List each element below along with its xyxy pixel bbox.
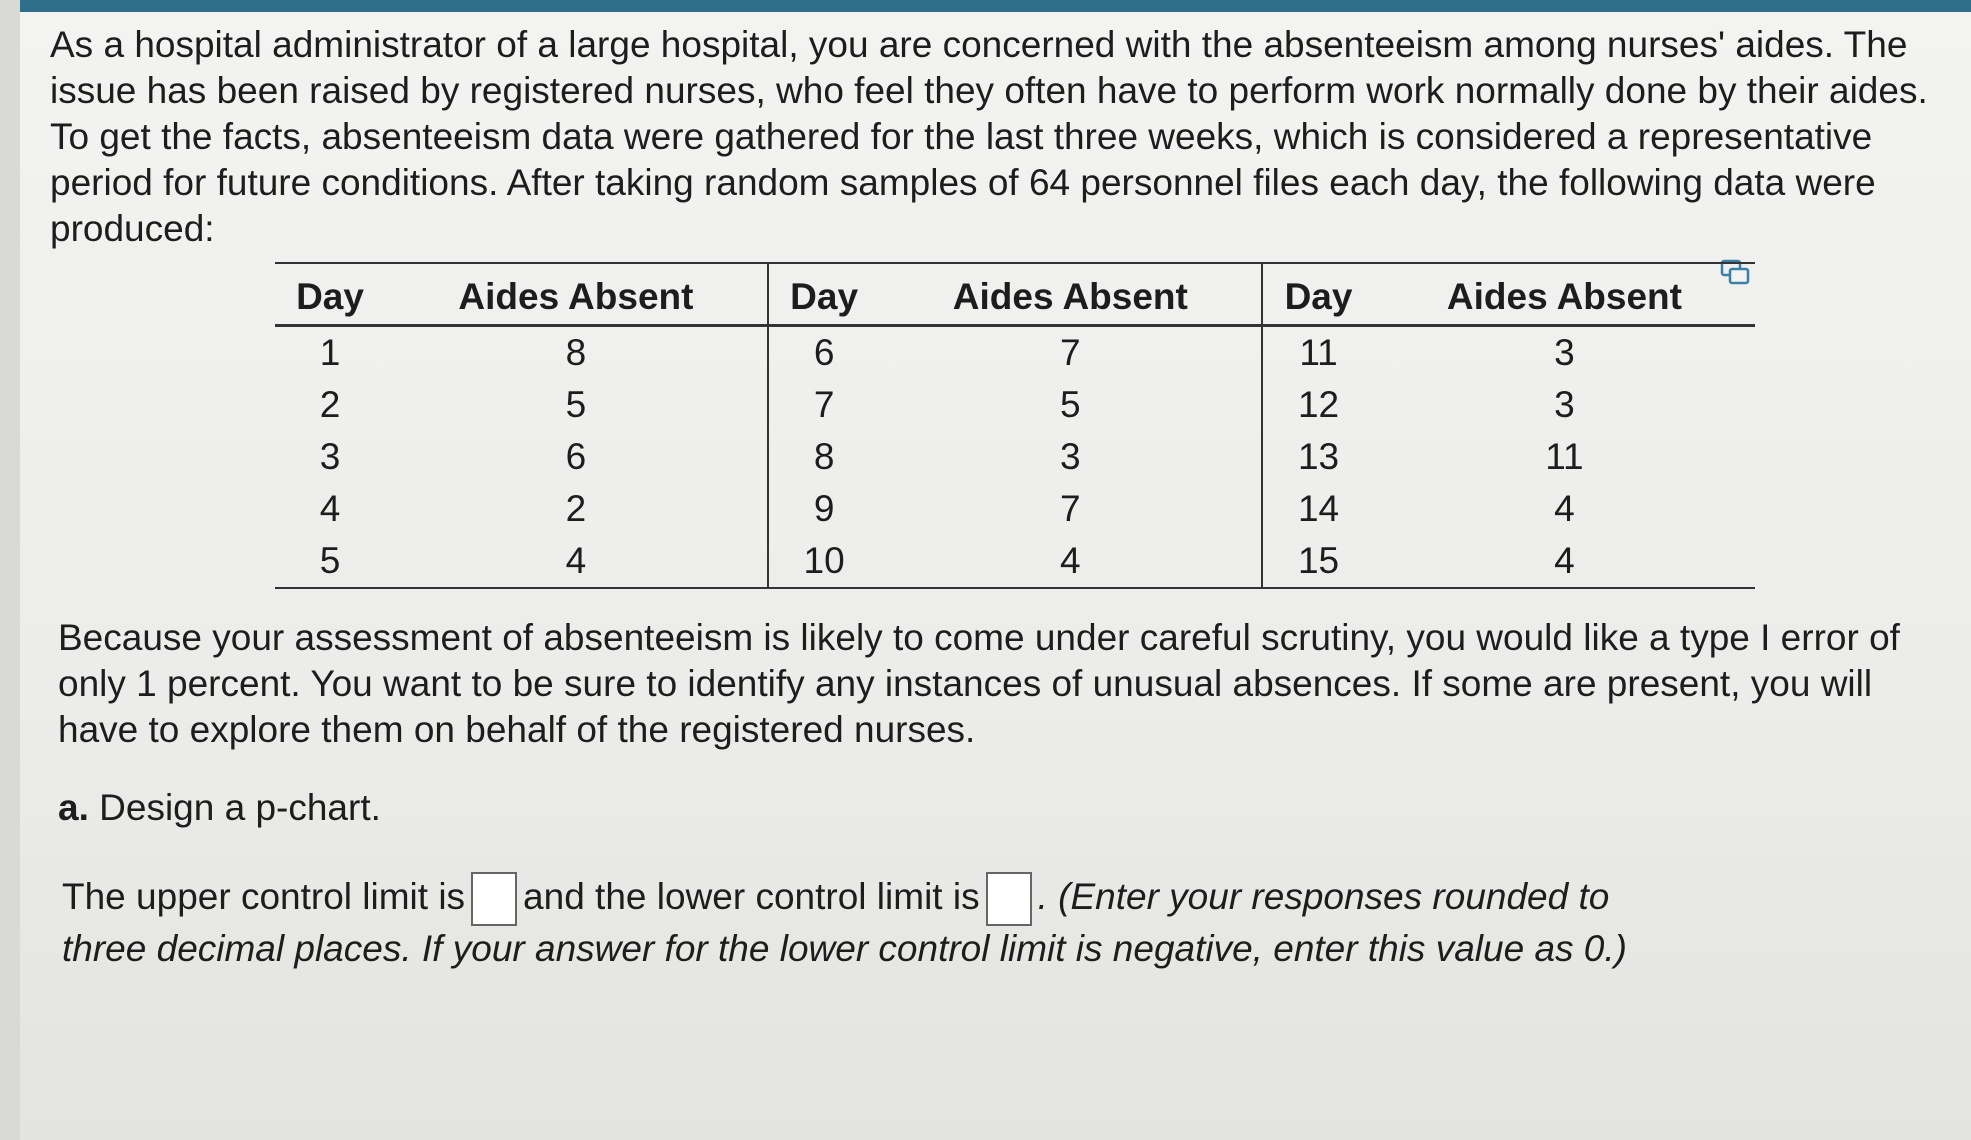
table-header-row [275, 263, 1755, 326]
lcl-input[interactable] [986, 872, 1032, 926]
question-a [58, 785, 381, 831]
table-cell: 7 [879, 326, 1262, 380]
table-cell: 4 [1554, 488, 1575, 529]
table-cell: 4 [1554, 540, 1575, 581]
table-row [275, 535, 1755, 588]
table-cell: 3 [1554, 384, 1575, 425]
table-cell: 11 [1545, 436, 1584, 477]
table-cell: 7 [813, 384, 835, 425]
table-cell: 5 [319, 540, 341, 581]
table-cell: 9 [813, 488, 835, 529]
header-aides-absent-2: Aides Absent [879, 263, 1262, 326]
table-row [275, 326, 1755, 380]
table-cell: 15 [1297, 540, 1340, 581]
table-cell: 5 [385, 379, 768, 431]
header-aides-absent-3: Aides Absent [1374, 263, 1755, 326]
ucl-label: The upper control limit is [62, 875, 466, 917]
table-cell: 12 [1297, 384, 1340, 425]
table-cell: 3 [1554, 332, 1575, 373]
table-cell: 11 [1299, 332, 1338, 373]
header-day-2: Day [768, 263, 880, 326]
top-bar [0, 0, 1971, 12]
table-row [275, 431, 1755, 483]
lcl-label: and the lower control limit is [523, 875, 980, 917]
table-row [275, 379, 1755, 431]
table-cell: 6 [385, 431, 768, 483]
table-cell: 5 [879, 379, 1262, 431]
table-cell: 3 [879, 431, 1262, 483]
table-row [275, 483, 1755, 535]
rounding-instructions: . (Enter your responses rounded to three decimal places. If your answer for the lower control limit is negative, enter this value as 0.) [62, 875, 1627, 969]
table-cell: 4 [385, 535, 768, 588]
answer-prompt [62, 872, 1662, 972]
left-edge [0, 0, 20, 1140]
table-cell: 2 [319, 384, 341, 425]
header-day-3: Day [1262, 263, 1374, 326]
problem-context: Because your assessment of absenteeism is likely to come under careful scrutiny, you would like a type I error of only 1 percent. You want to be sure to identify any instances of unusual absences. If some are present, you will have to explore them on behalf of the registered nurses. [58, 617, 1900, 750]
table-cell: 14 [1297, 488, 1340, 529]
table-cell: 2 [385, 483, 768, 535]
table-cell: 10 [803, 540, 845, 581]
table-cell: 4 [319, 488, 341, 529]
question-a-label: a. [58, 787, 89, 828]
table-cell: 7 [879, 483, 1262, 535]
header-day-1: Day [275, 263, 385, 326]
table-cell: 13 [1297, 436, 1340, 477]
table-cell: 3 [319, 436, 341, 477]
table-cell: 4 [879, 535, 1262, 588]
question-a-text: Design a p-chart. [99, 787, 381, 828]
table-cell: 8 [385, 326, 768, 380]
table-cell: 8 [813, 436, 835, 477]
table-cell: 1 [319, 332, 341, 373]
ucl-input[interactable] [471, 872, 517, 926]
header-aides-absent-1: Aides Absent [385, 263, 768, 326]
problem-intro: As a hospital administrator of a large hospital, you are concerned with the absenteeism among nurses' aides. The issue has been raised by registered nurses, who feel they often have to perform work normally done by their aides. To get the facts, absenteeism data were gathered for the last three weeks, which is considered a representative period for future conditions. After taking random samples of 64 personnel files each day, the following data were produced: [50, 24, 1928, 249]
absenteeism-table [275, 262, 1755, 589]
table-cell: 6 [813, 332, 835, 373]
